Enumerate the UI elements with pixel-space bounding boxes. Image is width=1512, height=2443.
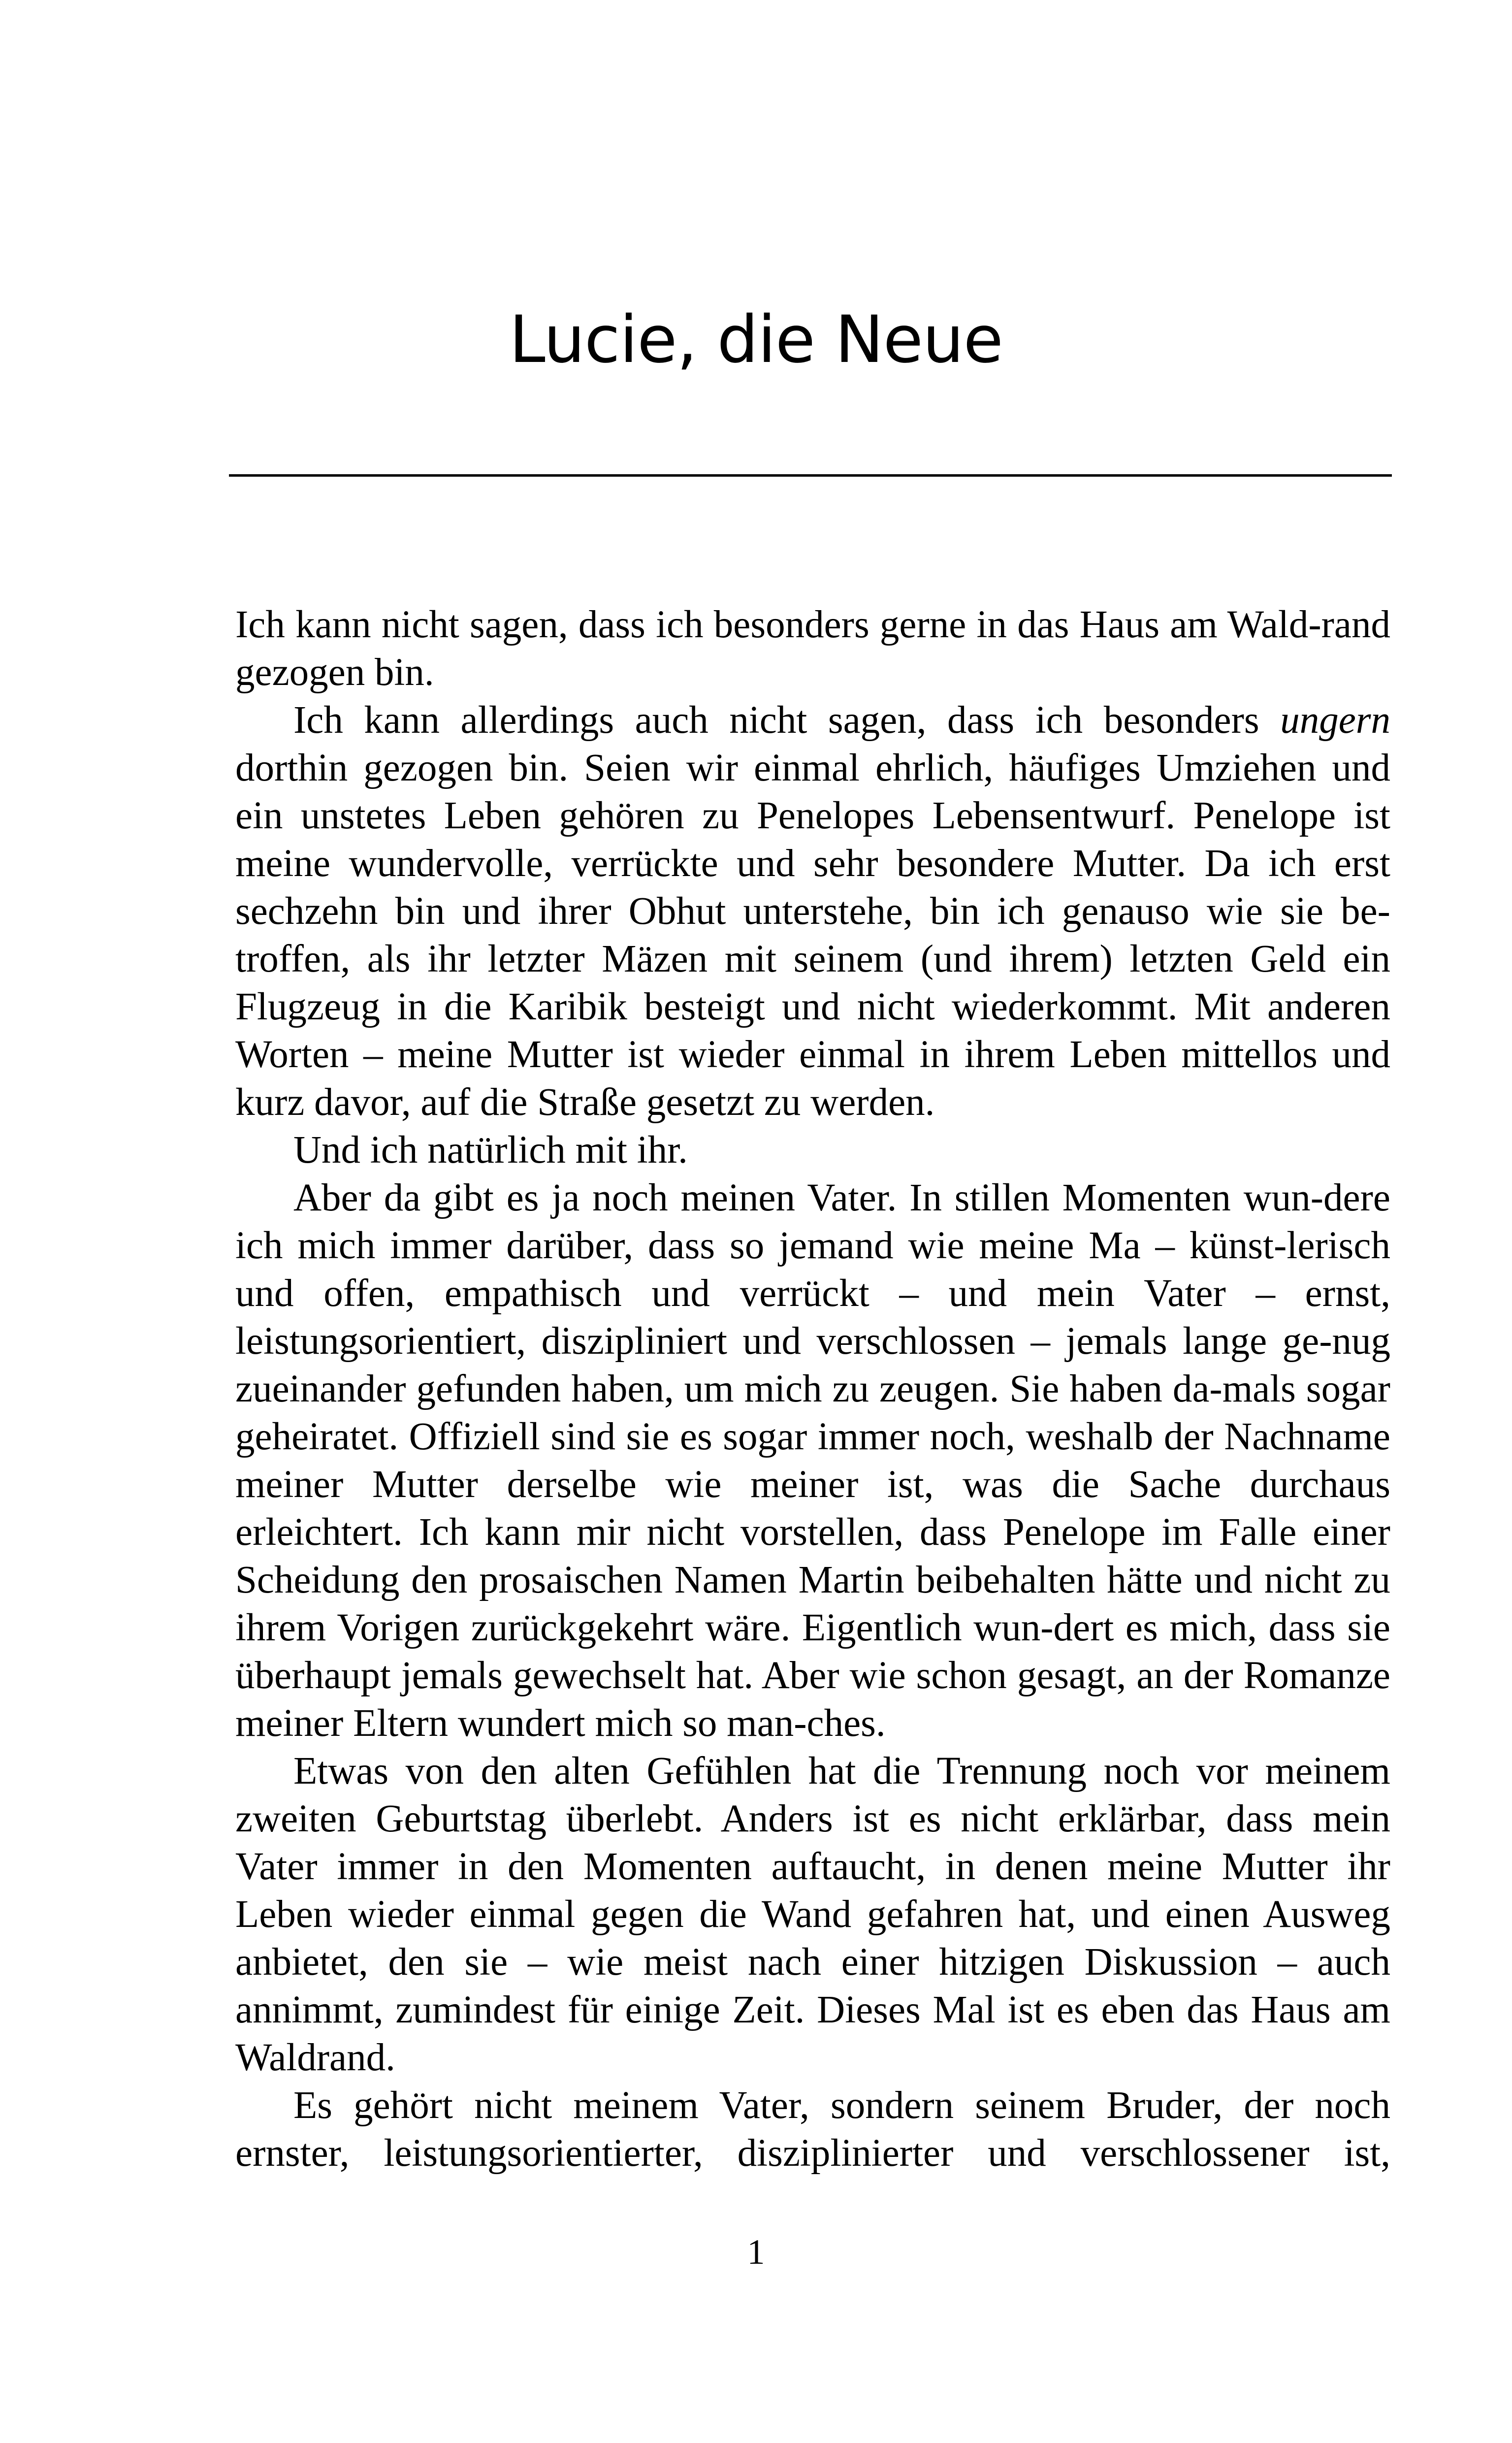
body-text [235,601,1390,2177]
page-number: 1 [747,2232,765,2272]
paragraph-text: Etwas von den alten Gefühlen hat die Trennung noch vor meinem zweiten Geburtstag überlebt. Anders ist es nicht erklärbar, dass mein Vater immer in den Momenten auftaucht, in denen meine Mutter ihr Leben wieder einmal gegen die Wand gefahren hat, und einen Ausweg anbietet, den sie – wie meist nach einer hitzigen Diskussion – auch annimmt, zumindest für einige Zeit. Dieses Mal ist es eben das Haus am Waldrand. [235,1750,1390,2079]
paragraph [235,2082,1390,2177]
title-divider [229,474,1392,477]
paragraph-text: Ich kann allerdings auch nicht sagen, dass ich besonders [293,699,1281,742]
paragraph-text: Ich kann nicht sagen, dass ich besonders gerne in das Haus am Wald-rand gezogen bin. [235,603,1390,694]
paragraph [235,1747,1390,2082]
paragraph [235,601,1390,696]
emphasized-text: ungern [1280,699,1390,742]
paragraph-text: Aber da gibt es ja noch meinen Vater. In stillen Momenten wun-dere ich mich immer darüber, dass so jemand wie meine Ma – künst-lerisch und offen, empathisch und verrückt – und mein Vater – ernst, leistungsorientiert, diszipliniert und verschlossen – jemals lange ge-nug zueinander gefunden haben, um mich zu zeugen. Sie haben da-mals sogar geheiratet. Offiziell sind sie es sogar immer noch, weshalb der Nachname meiner Mutter derselbe wie meiner ist, was die Sache durchaus erleichtert. Ich kann mir nicht vorstellen, dass Penelope im Falle einer Scheidung den prosaischen Namen Martin beibehalten hätte und nicht zu ihrem Vorigen zurückgekehrt wäre. Eigentlich wun-dert es mich, dass sie überhaupt jemals gewechselt hat. Aber wie schon gesagt, an der Romanze meiner Eltern wundert mich so man-ches. [235,1176,1390,1745]
paragraph-text: Es gehört nicht meinem Vater, sondern seinem Bruder, der noch ernster, leistungsorientierter, disziplinierter und verschlossener ist, [235,2084,1390,2175]
paragraph [235,1126,1390,1174]
paragraph-text: dorthin gezogen bin. Seien wir einmal ehrlich, häufiges Umziehen und ein unstetes Leben gehören zu Penelopes Lebensentwurf. Penelope ist meine wundervolle, verrückte und sehr besondere Mutter. Da ich erst sechzehn bin und ihrer Obhut unterstehe, bin ich genauso wie sie be-troffen, als ihr letzter Mäzen mit seinem (und ihrem) letzten Geld ein Flugzeug in die Karibik besteigt und nicht wiederkommt. Mit anderen Worten – meine Mutter ist wieder einmal in ihrem Leben mittellos und kurz davor, auf die Straße gesetzt zu werden. [235,747,1390,1124]
paragraph [235,696,1390,1126]
chapter-title: Lucie, die Neue [509,302,1003,378]
paragraph [235,1174,1390,1747]
paragraph-text: Und ich natürlich mit ihr. [293,1129,688,1172]
